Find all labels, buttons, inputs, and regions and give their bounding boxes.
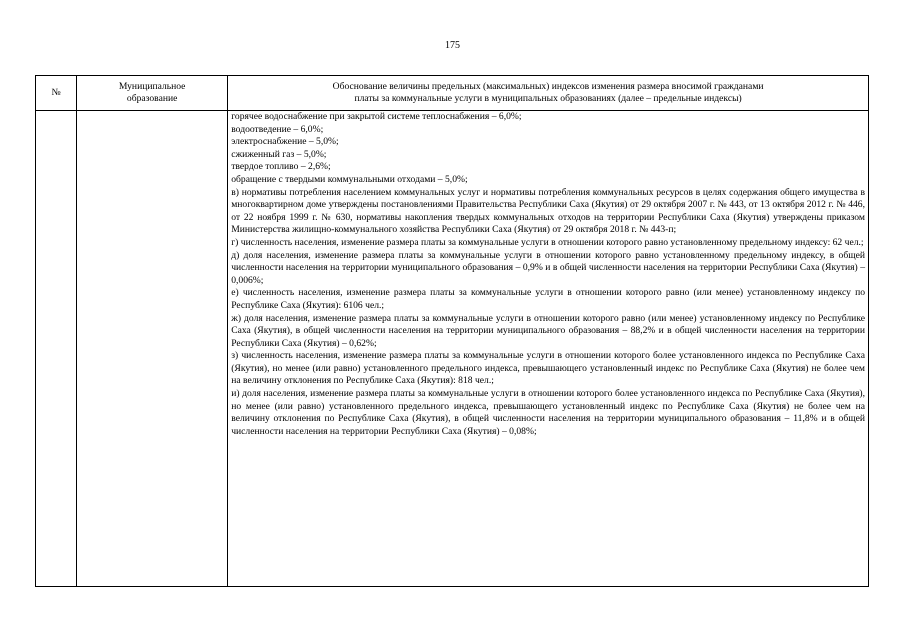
row-justification-cell [228,111,869,587]
paragraph: е) численность населения, изменение размера платы за коммунальные услуги в отношении которого равно (или менее) установленному индексу по Республике Саха (Якутия): 6106 чел.; [231,287,865,311]
header-municipality-line1: Муниципальное [118,81,186,92]
header-number [36,76,77,111]
paragraph: твердое топливо – 2,6%; [231,161,331,173]
row-number-cell [36,111,77,587]
paragraph: обращение с твердыми коммунальными отходами – 5,0%; [231,173,468,185]
paragraph: горячее водоснабжение при закрытой системе теплоснабжения – 6,0%; [231,111,522,122]
paragraph: в) нормативы потребления населением коммунальных услуг и нормативы потребления коммунальных ресурсов в целях содержания общего имущества в многоквартирном доме утверждены постановлениями Правительства Республики Саха (Якутия) от 29 октября 2007 г. № 443, от 13 октября 2012 г. № 446, от 22 ноября 1999 г. № 630, нормативы накопления твердых коммунальных отходов на территории Республики Саха (Якутия) утверждены приказом Министерства жилищно-коммунального хозяйства Республики Саха (Якутия) от 29 октября 2018 г. № 443-п; [231,186,865,236]
table-row [36,111,869,587]
paragraph: сжиженный газ – 5,0%; [231,148,327,160]
header-justification-line1: Обоснование величины предельных (максимальных) индексов изменения размера вносимой гражданами [332,81,764,92]
header-number-label: № [51,87,61,98]
row-municipality-cell [77,111,228,587]
page-number: 175 [445,40,460,51]
paragraph: з) численность населения, изменение размера платы за коммунальные услуги в отношении которого более установленного индекса по Республике Саха (Якутия), но менее (или равно) установленного предельного индекса, превышающего установленный индекс по Республике Саха (Якутия) не более чем на величину отклонения по Республике Саха (Якутия): 818 чел.; [231,350,865,387]
header-justification [228,76,869,111]
paragraph: и) доля населения, изменение размера платы за коммунальные услуги в отношении которого более установленного индекса по Республике Саха (Якутия), но менее (или равно) установленного предельного индекса, превышающего установленный индекс по Республике Саха (Якутия) не более чем на величину отклонения по Республике Саха (Якутия), в общей численности населения на территории муниципального образования – 11,8% и в общей численности населения на территории Республики Саха (Якутия) – 0,08%; [231,388,865,437]
table-header-row [36,76,869,111]
paragraph: д) доля населения, изменение размера платы за коммунальные услуги в отношении которого равно установленному предельному индексу, в общей численности населения на территории муниципального образования – 0,9% и в общей численности населения на территории Республики Саха (Якутия) – 0,006%; [231,249,865,286]
paragraph: водоотведение – 6,0%; [231,123,324,135]
paragraph: г) численность населения, изменение размера платы за коммунальные услуги в отношении которого равно установленному предельному индексу: 62 чел.; [231,236,864,248]
justification-table [35,75,869,587]
header-municipality-line2: образование [126,93,178,104]
header-justification-line2: платы за коммунальные услуги в муниципальных образованиях (далее – предельные индексы) [354,93,742,104]
header-municipality [77,76,228,111]
paragraph: ж) доля населения, изменение размера платы за коммунальные услуги в отношении которого равно (или менее) установленному индексу по Республике Саха (Якутия), в общей численности населения на территории муниципального образования – 88,2% и в общей численности населения на территории Республики Саха (Якутия) – 0,62%; [231,312,865,349]
paragraph: электроснабжение – 5,0%; [231,136,339,148]
